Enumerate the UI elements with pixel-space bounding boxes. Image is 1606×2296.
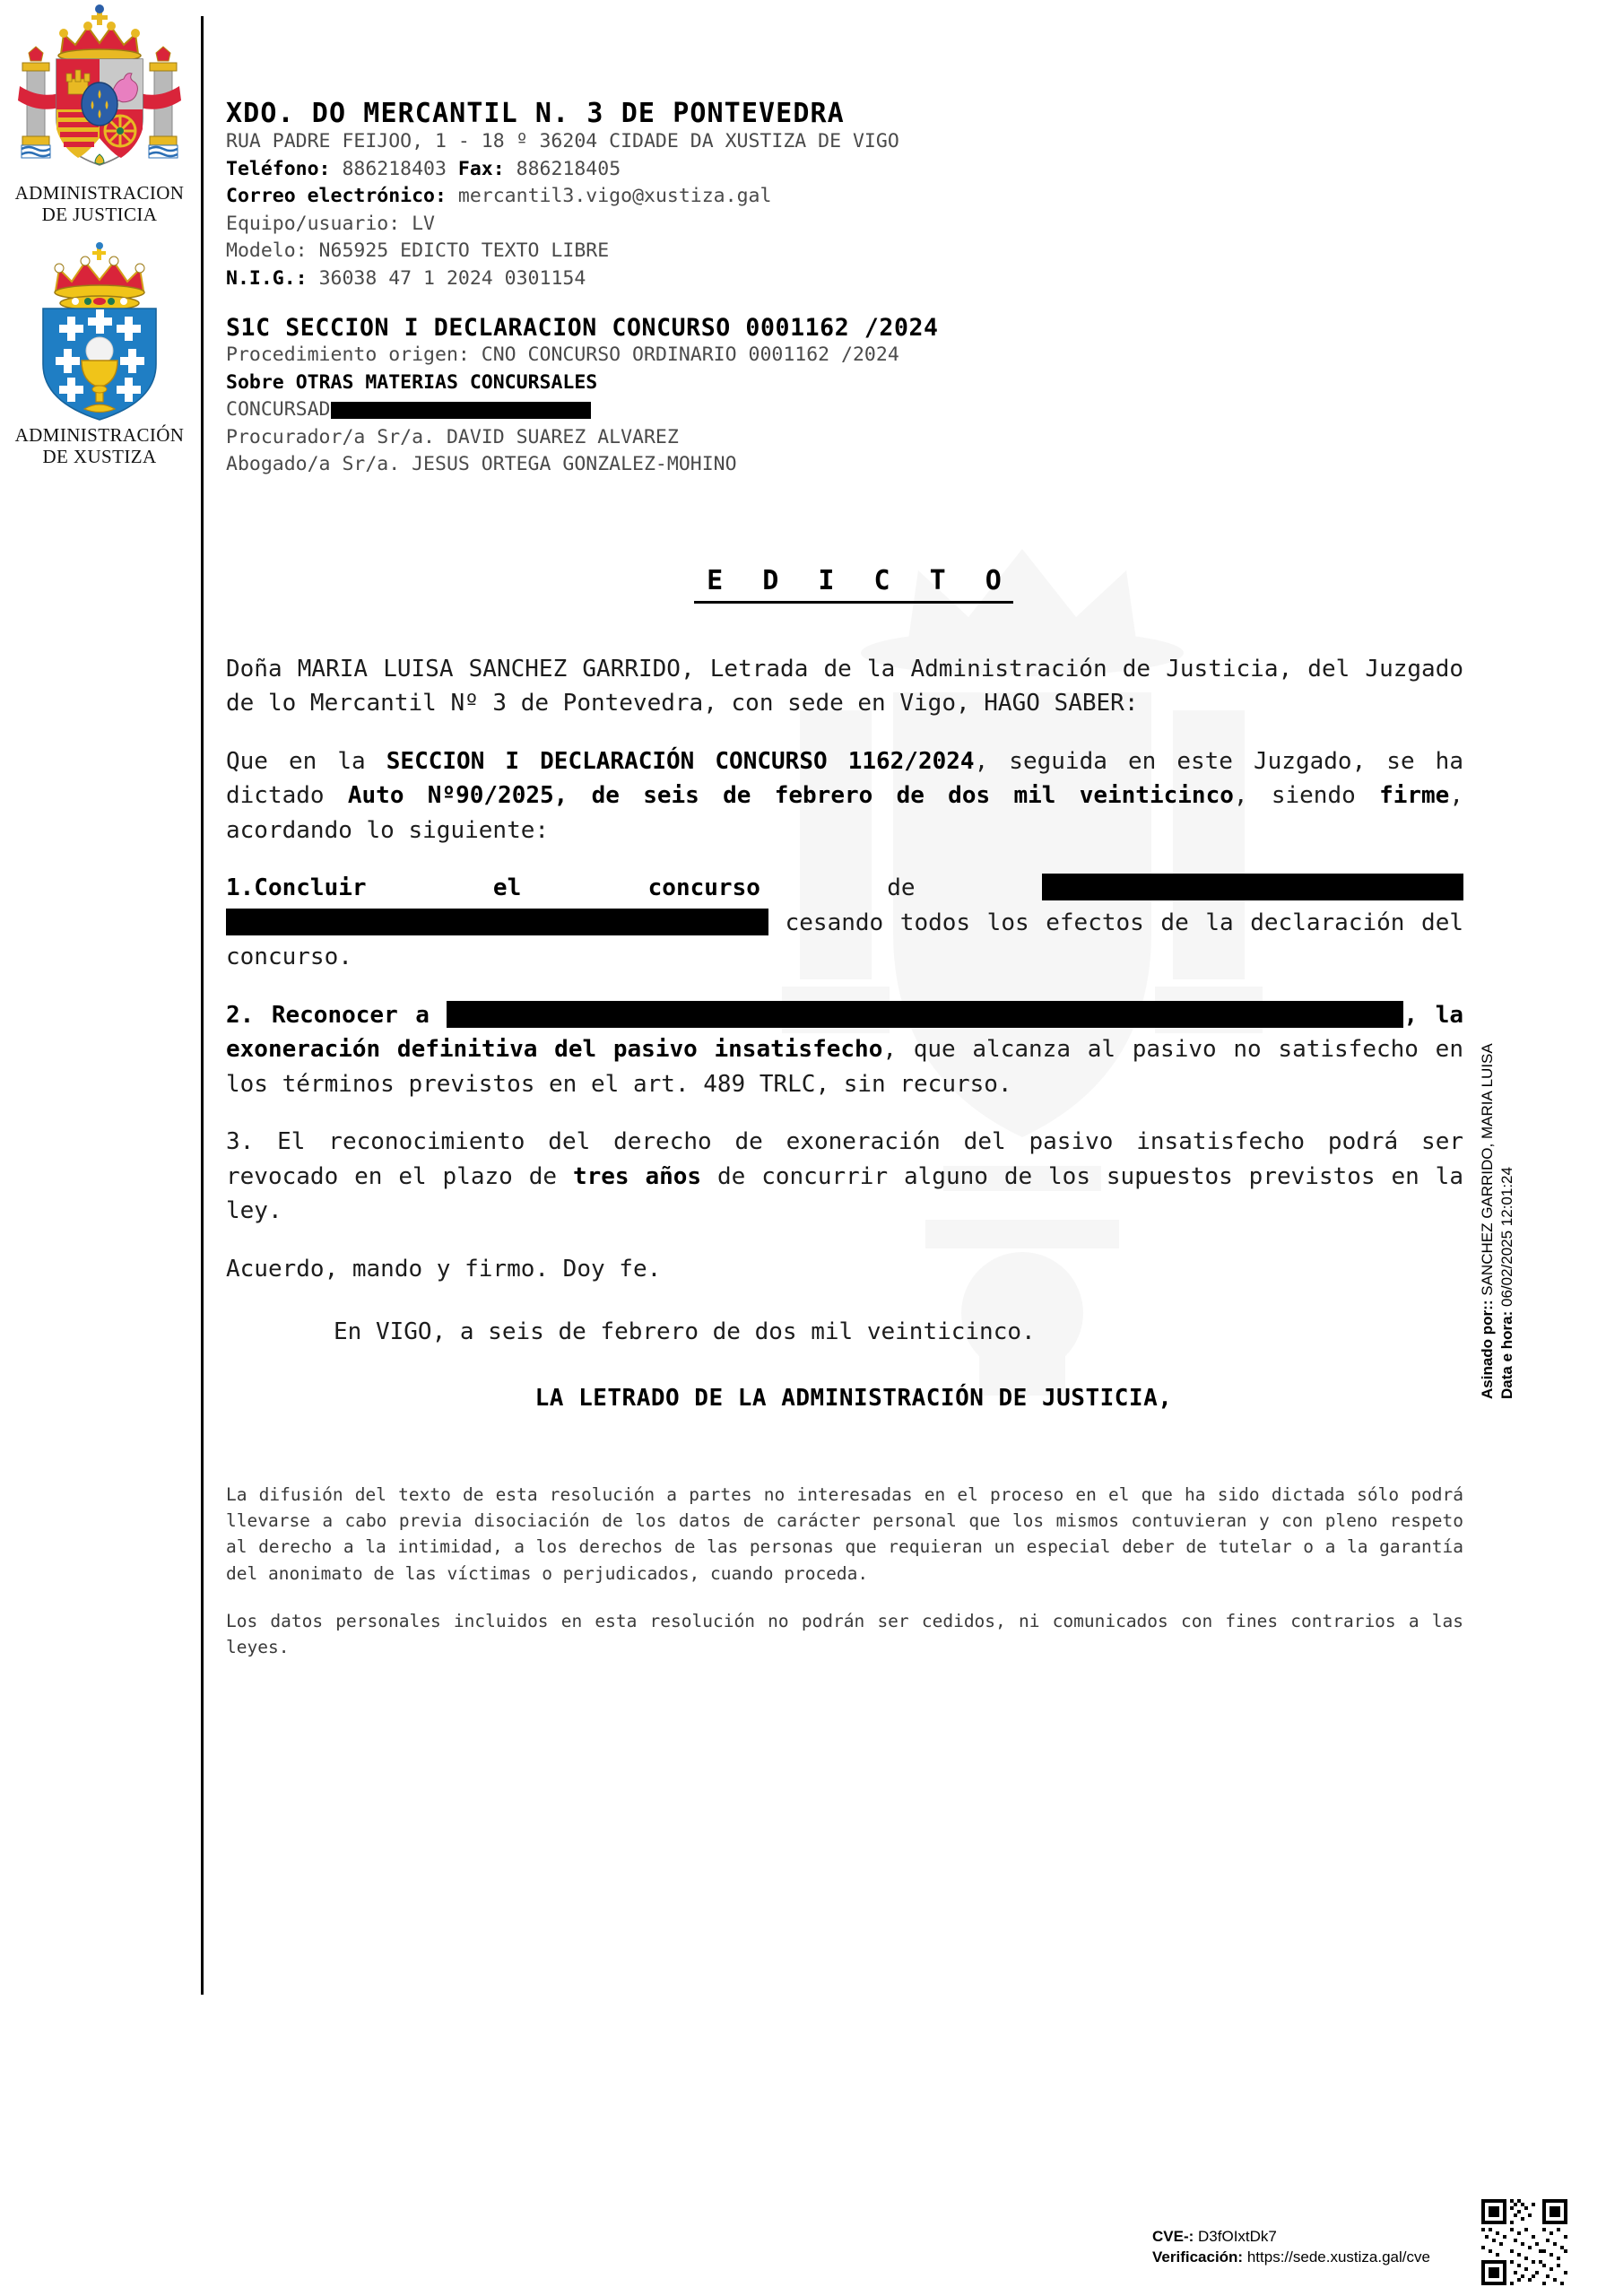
legal-notes (226, 1482, 1481, 1661)
nig-value: 36038 47 1 2024 0301154 (318, 266, 586, 290)
verification-label: Verificación: (1152, 2248, 1244, 2266)
paragraph-item-3 (226, 1125, 1463, 1228)
stmt-part-1: Que en la (226, 747, 386, 775)
paragraph-intro: Doña MARIA LUISA SANCHEZ GARRIDO, Letrada de la Administración de Justicia, del Juzgado de lo Mercantil Nº 3 de Pontevedra, con sede en Vigo, HAGO SABER: (226, 655, 1463, 718)
paragraph-statement (226, 744, 1463, 848)
datetime-label: Data e hora: (1498, 1310, 1516, 1399)
item3-bold: tres años (572, 1162, 702, 1190)
court-team: Equipo/usuario: LV (226, 212, 435, 235)
case-party (226, 396, 1481, 424)
cve-label: CVE-: (1152, 2228, 1194, 2245)
court-header (226, 0, 1481, 292)
case-subject (226, 370, 1481, 397)
page-title: E D I C T O (694, 565, 1013, 604)
cve-footer (1152, 2226, 1430, 2268)
stmt-section-ref: SECCION I DECLARACIÓN CONCURSO 1162/2024 (386, 747, 975, 775)
qr-code-icon[interactable] (1478, 2196, 1571, 2289)
stmt-auto-ref: Auto Nº90/2025, de seis de febrero de dos mil veinticinco (347, 782, 1234, 810)
fax-label: Fax: (457, 157, 505, 180)
court-email (226, 183, 1481, 211)
vertical-divider (201, 16, 204, 1995)
item1-heading: 1.Concluir el concurso (226, 874, 760, 902)
emblem-spain-caption-line2: DE JUSTICIA (41, 203, 158, 225)
redaction-bar-party (331, 402, 591, 419)
place-and-date: En VIGO, a seis de febrero de dos mil veinticinco. (334, 1318, 1036, 1345)
emblem-galicia-caption (0, 425, 199, 467)
datetime-value: 06/02/2025 12:01:24 (1498, 1167, 1516, 1308)
court-model: Modelo: N65925 EDICTO TEXTO LIBRE (226, 239, 610, 263)
redaction-bar-item2-b (1025, 1001, 1403, 1028)
fax-value: 886218405 (516, 157, 621, 180)
emblem-spain-caption (0, 183, 199, 225)
stmt-part-7: , acordando lo siguiente: (226, 782, 1463, 844)
cve-value: D3fOIxtDk7 (1198, 2228, 1277, 2245)
emblem-galicia (0, 242, 199, 467)
item1-tail: cesando todos los efectos de la declaración del concurso. (226, 909, 1463, 971)
case-header (226, 314, 1481, 479)
verification-value[interactable]: https://sede.xustiza.gal/cve (1246, 2248, 1430, 2266)
redaction-bar-item1-a (1042, 874, 1463, 900)
item3-part-1: 3. El reconocimiento del derecho de exoneración del pasivo insatisfecho podrá ser revocado en el plazo de (226, 1128, 1463, 1190)
phone-value: 886218403 (342, 157, 447, 180)
case-title: S1C SECCION I DECLARACION CONCURSO 0001162 /2024 (226, 314, 939, 343)
case-subject-value: OTRAS MATERIAS CONCURSALES (295, 370, 598, 394)
stmt-firme: firme (1379, 782, 1450, 810)
nig-label: N.I.G.: (226, 266, 308, 290)
item2-tail: , que alcanza al pasivo no satisfecho en los términos previstos en el art. 489 TRLC, sin recurso. (226, 1036, 1463, 1098)
paragraph-item-2 (226, 998, 1463, 1101)
emblem-galicia-caption-line2: DE XUSTIZA (42, 445, 157, 467)
court-address: RUA PADRE FEIJOO, 1 - 18 º 36204 CIDADE DA XUSTIZA DE VIGO (226, 130, 899, 152)
document-body (226, 0, 1481, 1682)
verification-line (1152, 2247, 1430, 2267)
court-nig (226, 265, 1481, 293)
case-subject-label: Sobre (226, 370, 284, 394)
digital-signature-strip (1478, 1004, 1532, 1399)
emblem-spain (0, 4, 199, 225)
item3-part-2: de concurrir alguno de los supuestos previstos en la ley. (226, 1162, 1463, 1225)
legal-note-1: La difusión del texto de esta resolución a partes no interesadas en el proceso en el que ha sido dictada sólo podrá llevarse a cabo previa disociación de los datos de carácter personal que los mismos contuvieran y con pleno respeto al derecho a la intimidad, a los derechos de las personas que requieran un especial deber de tutelar o a la garantía del anonimato de las víctimas o perjudicados, cuando proceda. (226, 1483, 1463, 1584)
court-phone-fax (226, 156, 1481, 184)
signature-signer-line (1478, 1004, 1497, 1399)
item2-heading: 2. Reconocer a (226, 1001, 447, 1029)
paragraph-acuerdo: Acuerdo, mando y firmo. Doy fe. (226, 1255, 662, 1283)
cve-line (1152, 2226, 1430, 2247)
phone-label: Teléfono: (226, 157, 331, 180)
legal-note-2: Los datos personales incluidos en esta resolución no podrán ser cedidos, ni comunicados con fines contrarios a las leyes. (226, 1610, 1463, 1658)
case-lawyer: Abogado/a Sr/a. JESUS ORTEGA GONZALEZ-MOHINO (226, 453, 737, 476)
signature-datetime-line (1497, 1004, 1517, 1399)
signed-by-value: SANCHEZ GARRIDO, MARIA LUISA (1479, 1043, 1496, 1296)
spain-coat-of-arms-icon (0, 4, 199, 179)
case-party-label: CONCURSAD (226, 398, 331, 422)
email-label: Correo electrónico: (226, 185, 447, 208)
case-origin-value: CNO CONCURSO ORDINARIO 0001162 /2024 (481, 344, 899, 367)
emblem-sidebar (0, 0, 199, 2009)
case-origin (226, 342, 1481, 370)
stmt-part-3: , seguida en este Juzgado, se ha dictado (226, 747, 1463, 810)
email-value: mercantil3.vigo@xustiza.gal (457, 185, 772, 208)
case-origin-label: Procedimiento origen: (226, 344, 470, 367)
item2-bold-mid: la exoneración definitiva del pasivo insatisfecho (226, 1001, 1463, 1064)
paragraph-item-1 (226, 871, 1463, 974)
galicia-coat-of-arms-icon (0, 242, 199, 422)
court-title: XDO. DO MERCANTIL N. 3 DE PONTEVEDRA (226, 98, 845, 129)
emblem-spain-caption-line1: ADMINISTRACION (14, 182, 185, 204)
edicto-title-wrap (226, 565, 1481, 604)
signature-heading: LA LETRADO DE LA ADMINISTRACIÓN DE JUSTICIA, (534, 1384, 1173, 1412)
emblem-galicia-caption-line1: ADMINISTRACIÓN (14, 424, 185, 446)
redaction-bar-item2-a (447, 1001, 1025, 1028)
edicto-content (226, 652, 1481, 1412)
redaction-bar-item1-b (226, 909, 768, 935)
case-attorney: Procurador/a Sr/a. DAVID SUAREZ ALVAREZ (226, 425, 679, 448)
stmt-part-5: , siendo (1233, 782, 1380, 810)
item1-de: de (760, 874, 1042, 902)
signed-by-label: Asinado por:: (1479, 1300, 1496, 1399)
item2-comma: , (1403, 1001, 1436, 1029)
